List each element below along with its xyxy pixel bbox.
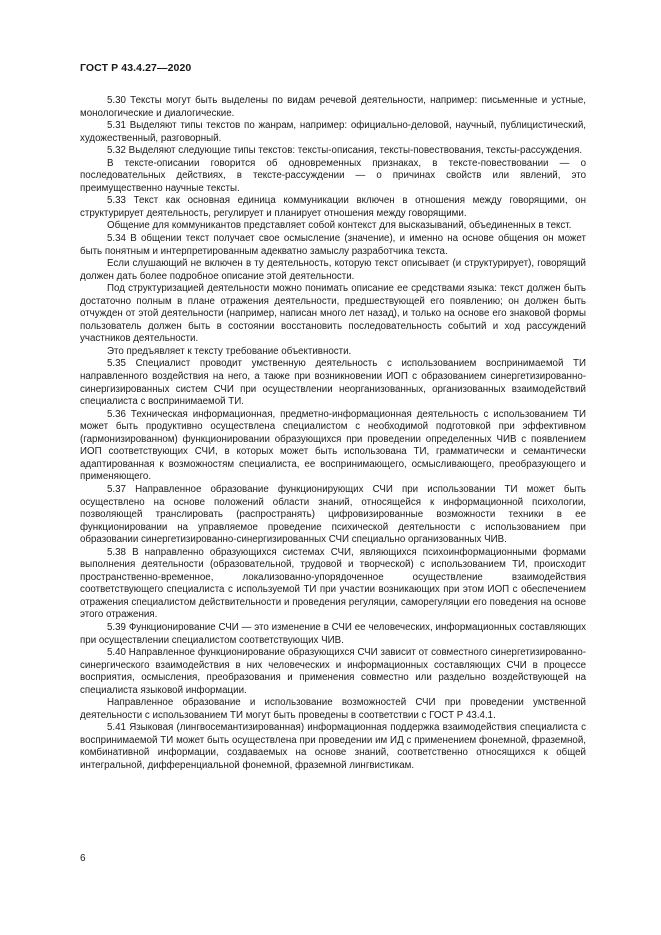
paragraph-structuring: Под структуризацией деятельности можно понимать описание ее средствами языка: текст должен быть достаточно полным в плане отражения деятельности, предшествующей его появлению; он должен быть отчужден от этой деятельности (например, написан много лет назад), и только на основе его знаковой формы пользователь должен быть в состоянии восстановить последовательность событий и ход рассуждений участников деятельности.: [80, 283, 586, 345]
paragraph-objectivity: Это предъявляет к тексту требование объективности.: [107, 345, 352, 357]
body-text: [80, 95, 586, 773]
page-header-title: ГОСТ Р 43.4.27—2020: [80, 62, 192, 74]
paragraph-5-35: 5.35 Специалист проводит умственную деятельность с использованием воспринимаемой ТИ направленного воздействия на него, а также при возникновении ИОП с образованием синергетизированно-синергизированных систем СЧИ при осуществлении неорганизованных, организованных взаимодействий специалиста с воспринимаемой ТИ.: [80, 358, 586, 408]
paragraph-5-30: 5.30 Тексты могут быть выделены по видам речевой деятельности, например: письменные и устные, монологические и диалогические.: [80, 95, 586, 119]
paragraph-5-38: 5.38 В направленно образующихся системах СЧИ, являющихся психоинформационными формами выполнения деятельности (образовательной, трудовой и творческой) с использованием ТИ, происходит пространственно-временное, локализованно-упорядоченное осуществление взаимодействия соответствующего специалиста с используемой ТИ при участии возникающих при этом ИОП с обеспечением отражения специалистом действительности и проведения регуляции, саморегуляции его поведения на основе этого отражения.: [80, 546, 586, 621]
paragraph-listener: Если слушающий не включен в ту деятельность, которую текст описывает (и структурирует), говорящий должен дать более подробное описание этой деятельности.: [80, 258, 586, 282]
paragraph-5-32: 5.32 Выделяют следующие типы текстов: тексты-описания, тексты-повествования, тексты-рассуждения.: [107, 145, 583, 157]
paragraph-5-39: 5.39 Функционирование СЧИ — это изменение в СЧИ ее человеческих, информационных составляющих при осуществлении специалистом соответствующих ЧИВ.: [80, 621, 586, 646]
paragraph-5-40: 5.40 Направленное функционирование образующихся СЧИ зависит от совместного синергетизированно-синергического взаимодействия в них человеческих и информационных составляющих СЧИ в процессе восприятия, осмысления, преобразования и применения совместно или раздельно воздействующей на специалиста языковой информации.: [80, 647, 586, 696]
paragraph-gost-reference: Направленное образование и использование возможностей СЧИ при проведении умственной деятельности с использованием ТИ могут быть проведены в соответствии с ГОСТ Р 43.4.1.: [80, 697, 586, 721]
paragraph-5-41: 5.41 Языковая (лингвосемантизированная) информационная поддержка взаимодействия специалиста с воспринимаемой ТИ может быть осуществлена при проведении им ИД с применением фонемной, фраземной, комбинативной информации, создаваемых на основе знаний, соответственно относящихся к общей интегральной, дифференциальной фонемной, фраземной лингвистикам.: [80, 722, 586, 771]
page-number: 6: [80, 853, 86, 864]
paragraph-5-31: 5.31 Выделяют типы текстов по жанрам, например: официально-деловой, научный, публицистический, художественный, разговорный.: [80, 120, 586, 144]
paragraph-5-33: 5.33 Текст как основная единица коммуникации включен в отношения между говорящими, он структурирует деятельность, регулирует и планирует отношения между говорящими.: [80, 195, 586, 219]
paragraph-5-34: 5.34 В общении текст получает свое осмысление (значение), и именно на основе общения он может быть понятным и интерпретированным адекватно замыслу разработчика текста.: [80, 233, 586, 257]
paragraph-5-37: 5.37 Направленное образование функционирующих СЧИ при использовании ТИ может быть осуществлено на основе положений области знаний, относящейся к информационной психологии, позволяющей транслировать (распространять) цифровизированные возможности техники в ее функционировании на управляемое проведение психической деятельности с использованием при образовании синергетизированно-синергизированных СЧИ специально организованных ЧИВ.: [80, 483, 586, 546]
paragraph-communication-context: Общение для коммуникантов представляет собой контекст для высказываний, объединенных в текст.: [107, 220, 572, 232]
paragraph-text-types: В тексте-описании говорится об одновременных признаках, в тексте-повествовании — о последовательных действиях, в тексте-рассуждении — о причинах свойств или явлений, это преимущественно научные тексты.: [80, 157, 586, 194]
paragraph-5-36: 5.36 Техническая информационная, предметно-информационная деятельность с использованием ТИ может быть продуктивно осуществлена специалистом с необходимой подготовкой при эффективном (гармонизированном) функционировании образующихся при проведении определенных ЧИВ с появлением ИОП соответствующих СЧИ, в которых может быть использована ТИ, грамматически и семантически адаптированная к возможностям специалиста, ее воспринимающего, осмысливающего, преобразующего и применяющего.: [80, 408, 586, 483]
